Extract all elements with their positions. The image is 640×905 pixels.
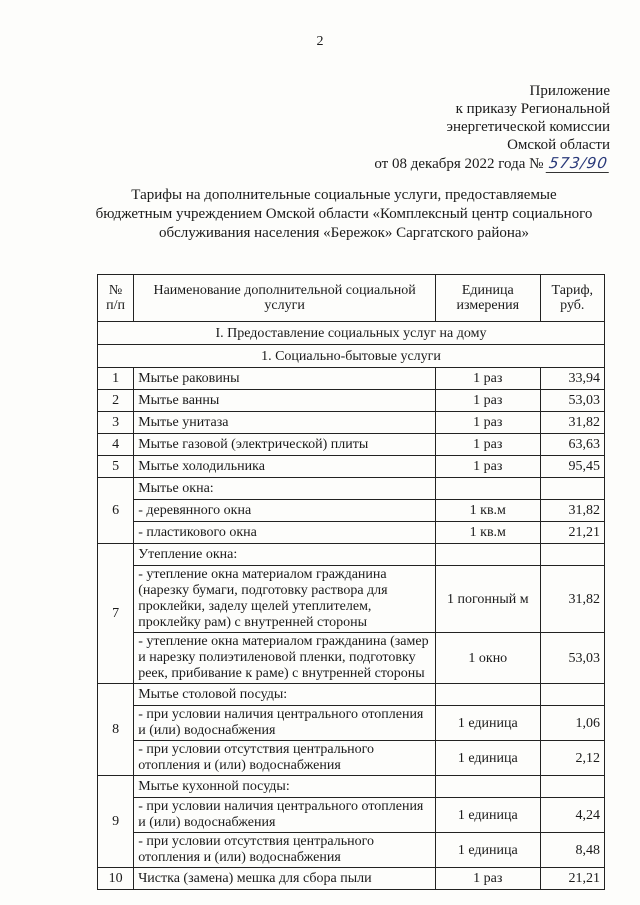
row-unit: 1 раз xyxy=(435,412,540,434)
appendix-line: Омской области xyxy=(507,137,610,153)
header-unit: Единица измерения xyxy=(435,275,540,322)
row-price: 53,03 xyxy=(540,390,604,412)
row-name: Мытье холодильника xyxy=(134,456,436,478)
table-row xyxy=(98,412,605,434)
row-unit: 1 раз xyxy=(435,868,540,890)
row-unit-empty xyxy=(435,776,540,798)
row-price: 2,12 xyxy=(540,741,604,776)
row-name: - пластикового окна xyxy=(134,522,436,544)
row-unit: 1 единица xyxy=(435,798,540,833)
row-price: 21,21 xyxy=(540,522,604,544)
table-row xyxy=(98,566,605,633)
row-num: 8 xyxy=(98,684,134,776)
row-name: - утепление окна материалом гражданина (замер и нарезку полиэтиленовой пленки, подготовку реек, прибивание к раме) с внутренней стороны xyxy=(134,633,436,684)
table-row xyxy=(98,741,605,776)
row-unit: 1 кв.м xyxy=(435,500,540,522)
row-num: 6 xyxy=(98,478,134,544)
section-title: I. Предоставление социальных услуг на дому xyxy=(98,322,605,345)
appendix-line: энергетической комиссии xyxy=(446,119,610,135)
row-group-title: Мытье окна: xyxy=(134,478,436,500)
row-unit: 1 кв.м xyxy=(435,522,540,544)
row-unit-empty xyxy=(435,544,540,566)
row-name: Мытье унитаза xyxy=(134,412,436,434)
row-unit: 1 единица xyxy=(435,706,540,741)
row-price: 31,82 xyxy=(540,412,604,434)
tariffs-table xyxy=(97,274,605,890)
table-row xyxy=(98,798,605,833)
table-row xyxy=(98,368,605,390)
subsection-title: 1. Социально-бытовые услуги xyxy=(98,345,605,368)
table-row xyxy=(98,544,605,566)
row-group-title: Мытье столовой посуды: xyxy=(134,684,436,706)
appendix-line: Приложение xyxy=(529,83,610,99)
row-unit: 1 раз xyxy=(435,456,540,478)
row-num: 3 xyxy=(98,412,134,434)
row-group-title: Мытье кухонной посуды: xyxy=(134,776,436,798)
table-header-row xyxy=(98,275,605,322)
table-row xyxy=(98,522,605,544)
appendix-line: к приказу Региональной xyxy=(455,101,610,117)
table-row xyxy=(98,478,605,500)
header-num: № п/п xyxy=(98,275,134,322)
row-unit-empty xyxy=(435,478,540,500)
row-unit-empty xyxy=(435,684,540,706)
row-unit: 1 раз xyxy=(435,368,540,390)
row-price: 95,45 xyxy=(540,456,604,478)
table-row xyxy=(98,500,605,522)
row-name: Чистка (замена) мешка для сбора пыли xyxy=(134,868,436,890)
row-price-empty xyxy=(540,684,604,706)
row-name: - утепление окна материалом гражданина (нарезку бумаги, подготовку раствора для проклейки, заделу щелей утеплителем, проклейку рам) с внутренней стороны xyxy=(134,566,436,633)
order-date: от 08 декабря 2022 года № xyxy=(374,156,544,172)
row-unit: 1 раз xyxy=(435,434,540,456)
order-number-handwritten: 573/90 xyxy=(546,154,611,173)
header-price: Тариф, руб. xyxy=(540,275,604,322)
row-num: 2 xyxy=(98,390,134,412)
page-number: 2 xyxy=(316,34,324,49)
title-line: обслуживания населения «Бережок» Саргатского района» xyxy=(158,225,530,241)
row-name: - деревянного окна xyxy=(134,500,436,522)
row-unit: 1 единица xyxy=(435,741,540,776)
subsection-row xyxy=(98,345,605,368)
row-name: - при условии отсутствия центрального отопления и (или) водоснабжения xyxy=(134,741,436,776)
appendix-block xyxy=(374,82,610,173)
table-row xyxy=(98,684,605,706)
row-price: 21,21 xyxy=(540,868,604,890)
row-name: Мытье ванны xyxy=(134,390,436,412)
row-num: 10 xyxy=(98,868,134,890)
row-price: 4,24 xyxy=(540,798,604,833)
row-num: 4 xyxy=(98,434,134,456)
title-line: Тарифы на дополнительные социальные услуги, предоставляемые xyxy=(131,187,557,203)
order-line xyxy=(374,154,610,173)
row-group-title: Утепление окна: xyxy=(134,544,436,566)
row-name: Мытье раковины xyxy=(134,368,436,390)
row-price: 53,03 xyxy=(540,633,604,684)
table-row xyxy=(98,434,605,456)
row-num: 7 xyxy=(98,544,134,684)
row-num: 1 xyxy=(98,368,134,390)
row-name: Мытье газовой (электрической) плиты xyxy=(134,434,436,456)
row-price: 63,63 xyxy=(540,434,604,456)
row-price: 33,94 xyxy=(540,368,604,390)
row-name: - при условии наличия центрального отопления и (или) водоснабжения xyxy=(134,798,436,833)
row-unit: 1 единица xyxy=(435,833,540,868)
table-row xyxy=(98,633,605,684)
row-price-empty xyxy=(540,478,604,500)
row-price-empty xyxy=(540,776,604,798)
table-row xyxy=(98,776,605,798)
table-row xyxy=(98,706,605,741)
table-row xyxy=(98,833,605,868)
table-row xyxy=(98,390,605,412)
row-price: 1,06 xyxy=(540,706,604,741)
section-row xyxy=(98,322,605,345)
table-row xyxy=(98,868,605,890)
row-price-empty xyxy=(540,544,604,566)
table-row xyxy=(98,456,605,478)
title-line: бюджетным учреждением Омской области «Комплексный центр социального xyxy=(95,206,593,222)
row-price: 8,48 xyxy=(540,833,604,868)
document-title xyxy=(80,186,608,243)
row-num: 5 xyxy=(98,456,134,478)
row-unit: 1 раз xyxy=(435,390,540,412)
row-price: 31,82 xyxy=(540,566,604,633)
row-name: - при условии отсутствия центрального отопления и (или) водоснабжения xyxy=(134,833,436,868)
header-name: Наименование дополнительной социальной услуги xyxy=(134,275,436,322)
row-unit: 1 погонный м xyxy=(435,566,540,633)
row-num: 9 xyxy=(98,776,134,868)
row-unit: 1 окно xyxy=(435,633,540,684)
row-price: 31,82 xyxy=(540,500,604,522)
row-name: - при условии наличия центрального отопления и (или) водоснабжения xyxy=(134,706,436,741)
